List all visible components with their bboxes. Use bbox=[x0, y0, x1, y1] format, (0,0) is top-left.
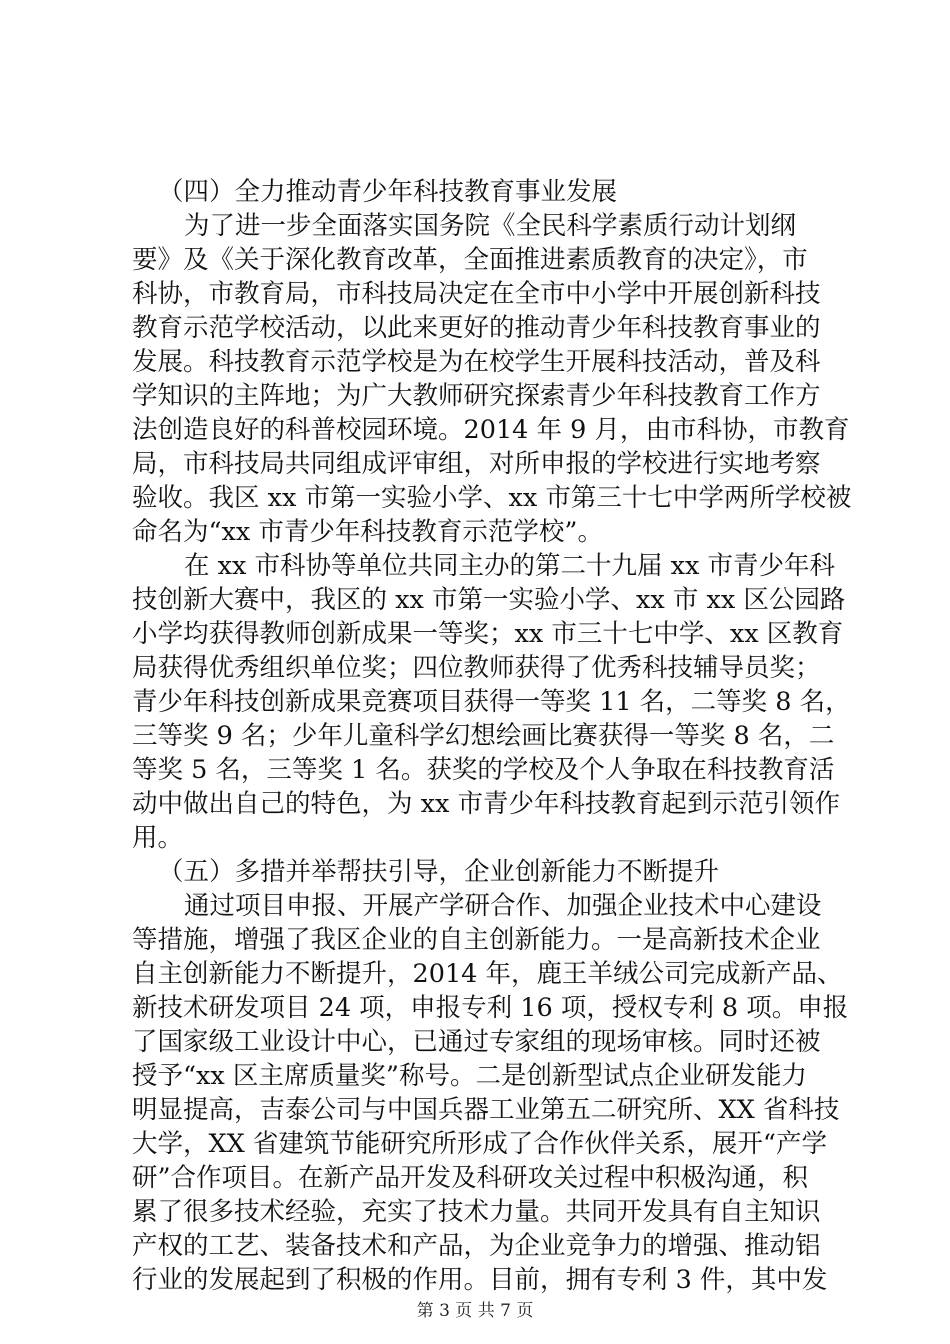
paragraph-line: 命名为“xx 市青少年科技教育示范学校”。 bbox=[132, 517, 603, 547]
page-footer: 第 3 页 共 7 页 bbox=[416, 1301, 534, 1321]
paragraph-line: 科协，市教育局，市科技局决定在全市中小学中开展创新科技 bbox=[132, 279, 821, 309]
paragraph-line: 小学均获得教师创新成果一等奖；xx 市三十七中学、xx 区教育 bbox=[132, 619, 844, 649]
paragraph-line: 行业的发展起到了积极的作用。目前，拥有专利 3 件，其中发 bbox=[132, 1265, 828, 1295]
paragraph-line: 通过项目申报、开展产学研合作、加强企业技术中心建设 bbox=[184, 891, 822, 921]
paragraph-line: 发展。科技教育示范学校是为在校学生开展科技活动，普及科 bbox=[132, 347, 821, 377]
paragraph-line: 大学，XX 省建筑节能研究所形成了合作伙伴关系，展开“产学 bbox=[132, 1129, 827, 1159]
paragraph-line: 产权的工艺、装备技术和产品，为企业竞争力的增强、推动铝 bbox=[132, 1231, 821, 1261]
paragraph-line: 学知识的主阵地；为广大教师研究探索青少年科技教育工作方 bbox=[132, 381, 821, 411]
paragraph-line: 在 xx 市科协等单位共同主办的第二十九届 xx 市青少年科 bbox=[184, 551, 835, 581]
paragraph-line: 技创新大赛中，我区的 xx 市第一实验小学、xx 市 xx 区公园路 bbox=[132, 585, 846, 615]
paragraph-line: 授予“xx 区主席质量奖”称号。二是创新型试点企业研发能力 bbox=[132, 1061, 807, 1091]
paragraph-line: 等奖 5 名，三等奖 1 名。获奖的学校及个人争取在科技教育活 bbox=[132, 755, 835, 785]
paragraph-line: 法创造良好的科普校园环境。2014 年 9 月，由市科协，市教育 bbox=[132, 415, 850, 445]
paragraph-line: 累了很多技术经验，充实了技术力量。共同开发具有自主知识 bbox=[132, 1197, 821, 1227]
paragraph-line: 等措施，增强了我区企业的自主创新能力。一是高新技术企业 bbox=[132, 925, 821, 955]
paragraph-line: 研”合作项目。在新产品开发及科研攻关过程中积极沟通，积 bbox=[132, 1163, 809, 1193]
paragraph-line: 动中做出自己的特色，为 xx 市青少年科技教育起到示范引领作 bbox=[132, 789, 840, 819]
paragraph-line: 要》及《关于深化教育改革，全面推进素质教育的决定》，市 bbox=[132, 245, 808, 275]
paragraph-line: 验收。我区 xx 市第一实验小学、xx 市第三十七中学两所学校被 bbox=[132, 483, 852, 513]
paragraph-line: 自主创新能力不断提升，2014 年，鹿王羊绒公司完成新产品、 bbox=[132, 959, 843, 989]
paragraph-line: 新技术研发项目 24 项，申报专利 16 项，授权专利 8 项。申报 bbox=[132, 993, 849, 1023]
section-heading-4: （四）全力推动青少年科技教育事业发展 bbox=[158, 177, 618, 207]
paragraph-line: 青少年科技创新成果竞赛项目获得一等奖 11 名，二等奖 8 名， bbox=[132, 687, 851, 717]
paragraph-line: 教育示范学校活动，以此来更好的推动青少年科技教育事业的 bbox=[132, 313, 821, 343]
paragraph-line: 了国家级工业设计中心，已通过专家组的现场审核。同时还被 bbox=[132, 1027, 821, 1057]
paragraph-line: 局获得优秀组织单位奖；四位教师获得了优秀科技辅导员奖； bbox=[132, 653, 821, 683]
paragraph-line: 局，市科技局共同组成评审组，对所申报的学校进行实地考察 bbox=[132, 449, 821, 479]
paragraph-line: 用。 bbox=[132, 823, 184, 853]
paragraph-line: 为了进一步全面落实国务院《全民科学素质行动计划纲 bbox=[184, 211, 797, 241]
section-heading-5: （五）多措并举帮扶引导，企业创新能力不断提升 bbox=[158, 857, 720, 887]
paragraph-line: 三等奖 9 名；少年儿童科学幻想绘画比赛获得一等奖 8 名，二 bbox=[132, 721, 835, 751]
paragraph-line: 明显提高，吉泰公司与中国兵器工业第五二研究所、XX 省科技 bbox=[132, 1095, 840, 1125]
